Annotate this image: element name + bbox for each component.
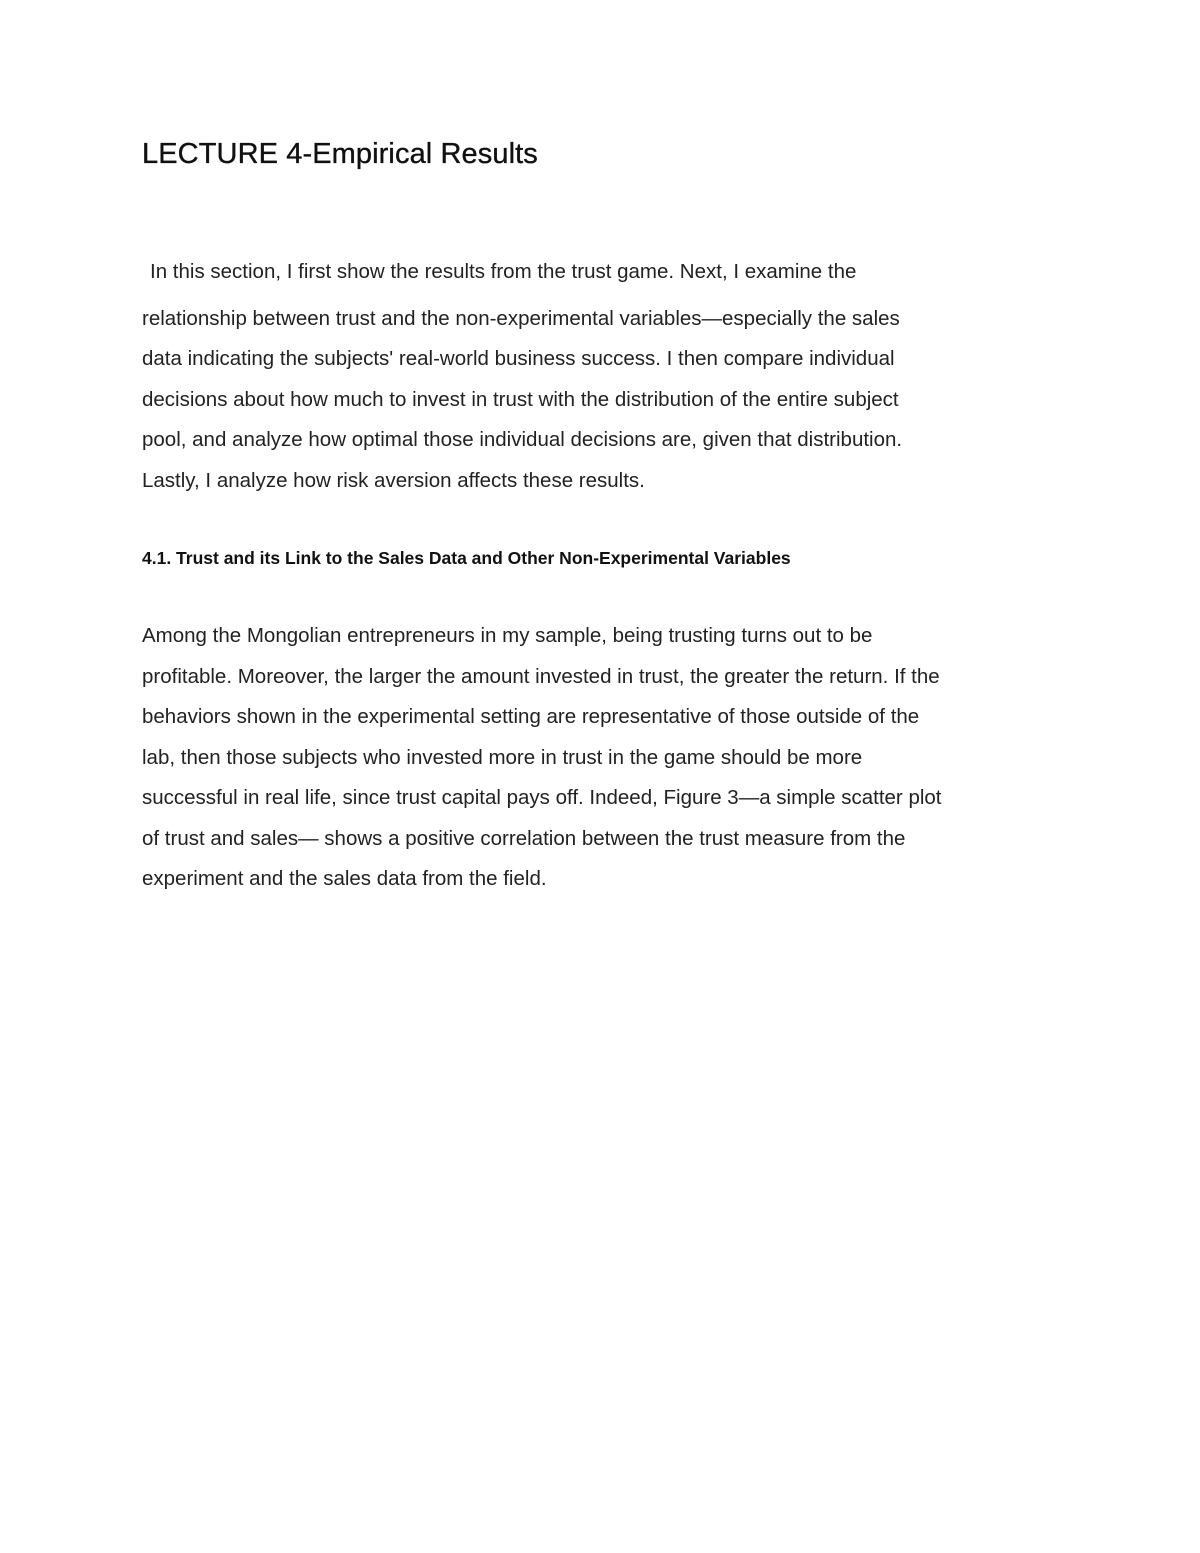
paragraph-line: decisions about how much to invest in trust with the distribution of the entire subject [142,387,899,411]
section-heading: 4.1. Trust and its Link to the Sales Data and Other Non-Experimental Variables [142,548,791,568]
paragraph-line: Among the Mongolian entrepreneurs in my sample, being trusting turns out to be [142,624,873,647]
paragraph-line: experiment and the sales data from the field. [142,867,547,890]
paragraph-line: behaviors shown in the experimental setting are representative of those outside of the [142,705,920,728]
paragraph-line: relationship between trust and the non-experimental variables—especially the sales [142,306,900,330]
paragraph-line: successful in real life, since trust capital pays off. Indeed, Figure 3—a simple scatter plot [142,786,942,809]
paragraph-line: pool, and analyze how optimal those individual decisions are, given that distribution. [142,428,903,451]
intro-paragraph [142,252,902,501]
paragraph-line: of trust and sales— shows a positive correlation between the trust measure from the [142,826,906,850]
paragraph-line: lab, then those subjects who invested more in trust in the game should be more [142,745,863,769]
paragraph-line: In this section, I first show the results from the trust game. Next, I examine the [150,260,857,283]
section-paragraph [142,616,942,900]
paragraph-line: profitable. Moreover, the larger the amount invested in trust, the greater the return. If the [142,664,940,688]
paragraph-line: Lastly, I analyze how risk aversion affects these results. [142,468,645,492]
paragraph-line: data indicating the subjects' real-world business success. I then compare individual [142,347,895,370]
document-title: LECTURE 4-Empirical Results [142,138,538,170]
